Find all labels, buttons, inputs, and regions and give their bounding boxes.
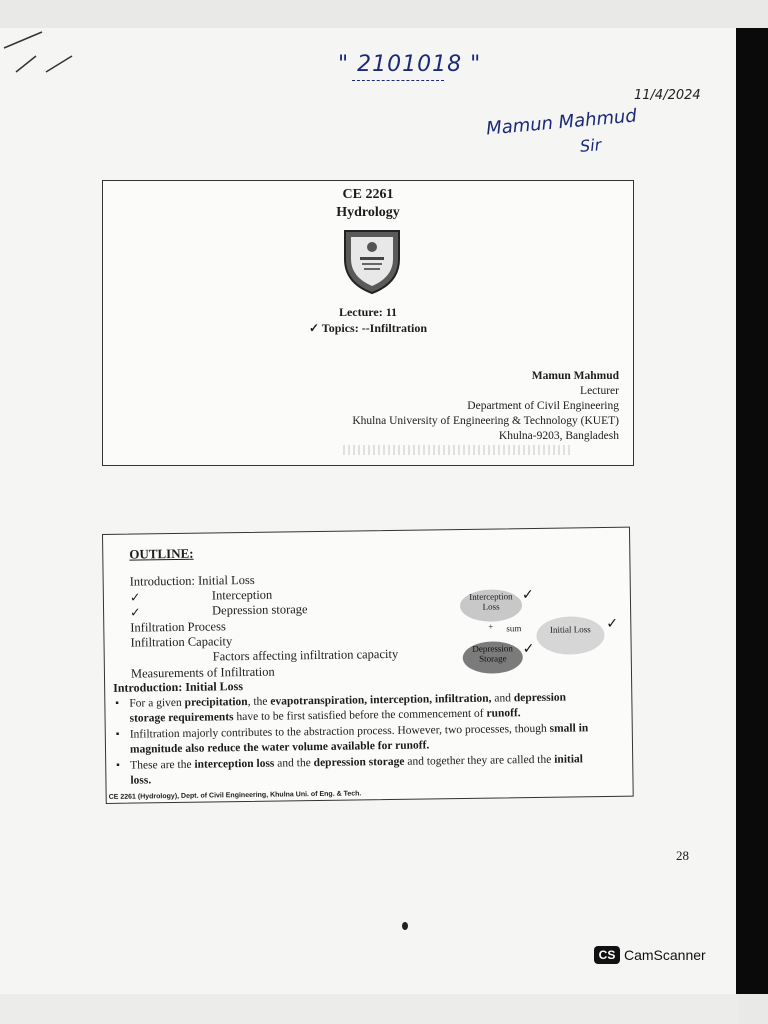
scan-noise	[343, 445, 573, 455]
outline-item: Measurements of Infiltration	[130, 664, 275, 681]
lecture-topics: ✓ Topics: --Infiltration	[308, 321, 428, 335]
pen-strokes	[2, 28, 82, 88]
outline-item-label: Depression storage	[211, 602, 308, 618]
outline-heading: OUTLINE:	[129, 545, 194, 562]
check-icon: ✓	[130, 605, 141, 620]
outline-item: Introduction: Initial Loss	[129, 572, 255, 589]
bullet-text: For a given	[129, 696, 185, 710]
bullet-emphasis: interception loss	[194, 757, 275, 771]
bullet-emphasis: runoff.	[486, 706, 521, 720]
kuet-logo	[341, 225, 403, 295]
handwritten-underline	[352, 80, 444, 81]
bullet-text: and the	[274, 757, 314, 770]
check-icon: ✓	[129, 590, 141, 605]
arrow-label: sum	[506, 623, 522, 634]
camscanner-label: CamScanner	[624, 947, 706, 963]
bullet-emphasis: initial loss.	[130, 753, 584, 787]
outline-item: Infiltration Process	[130, 619, 226, 635]
check-icon: ✓	[521, 587, 534, 604]
slide-footer: CE 2261 (Hydrology), Dept. of Civil Engineering, Khulna Uni. of Eng. & Tech.	[108, 790, 362, 801]
bullet-text: and	[491, 692, 514, 705]
ink-speck	[402, 922, 408, 930]
outline-item	[130, 602, 308, 620]
bullet-item	[114, 752, 600, 788]
plus-sign: +	[488, 621, 494, 632]
lecture-number: Lecture: 11	[338, 305, 398, 319]
bullet-text: These are the	[130, 758, 195, 772]
handwritten-title: Sir	[579, 135, 602, 156]
bullet-text: have to be first satisfied before the commencement of	[233, 707, 487, 723]
bullet-emphasis: evapotranspiration, interception, infiltration,	[270, 692, 492, 708]
outline-item-label: Interception	[211, 587, 273, 603]
bullet-emphasis: small in magnitude also reduce the water volume available for runoff.	[129, 722, 589, 756]
course-code: CE 2261	[342, 187, 394, 202]
outline-item: Factors affecting infiltration capacity	[212, 646, 399, 664]
bullet-emphasis: precipitation	[184, 695, 248, 709]
author-name: Mamun Mahmud	[531, 370, 619, 382]
author-position: Lecturer	[580, 385, 619, 397]
scanned-page	[0, 28, 738, 994]
camscanner-icon: CS	[594, 946, 620, 964]
bullet-emphasis: depression storage	[313, 755, 405, 770]
handwritten-roll-id: " 2101018 "	[338, 52, 482, 77]
camscanner-watermark	[594, 946, 706, 964]
scan-background	[0, 994, 738, 1024]
check-icon: ✓	[522, 641, 535, 658]
initial-loss-oval: Initial Loss	[536, 616, 605, 655]
bullet-text: and together they are called the	[404, 753, 555, 768]
bullet-emphasis: depression storage requirements	[129, 691, 567, 725]
bullet-list	[113, 690, 600, 790]
outline-item: Infiltration Capacity	[130, 634, 233, 650]
author-department: Department of Civil Engineering	[467, 400, 619, 412]
bullet-item	[113, 690, 599, 726]
course-title: Hydrology	[336, 205, 400, 220]
title-slide	[102, 180, 634, 466]
handwritten-date: 11/4/2024	[634, 88, 701, 103]
bullet-text: , the	[247, 695, 271, 708]
author-address: Khulna-9203, Bangladesh	[498, 430, 619, 442]
interception-loss-oval: Interception Loss	[460, 589, 522, 622]
outline-item	[129, 587, 273, 605]
handwritten-name: Mamun Mahmud	[485, 105, 638, 140]
page-number: 28	[676, 848, 689, 863]
author-block	[352, 369, 619, 444]
author-university: Khulna University of Engineering & Technology (KUET)	[352, 415, 619, 427]
bullet-item	[114, 721, 600, 757]
bullet-text: Infiltration majorly contributes to the abstraction process. However, two processes, though	[129, 722, 550, 741]
section-heading: Introduction: Initial Loss	[113, 679, 244, 695]
check-icon: ✓	[606, 616, 619, 632]
outline-slide	[102, 527, 634, 804]
depression-storage-oval: Depression Storage	[463, 641, 523, 674]
scan-edge-shadow	[736, 28, 768, 994]
